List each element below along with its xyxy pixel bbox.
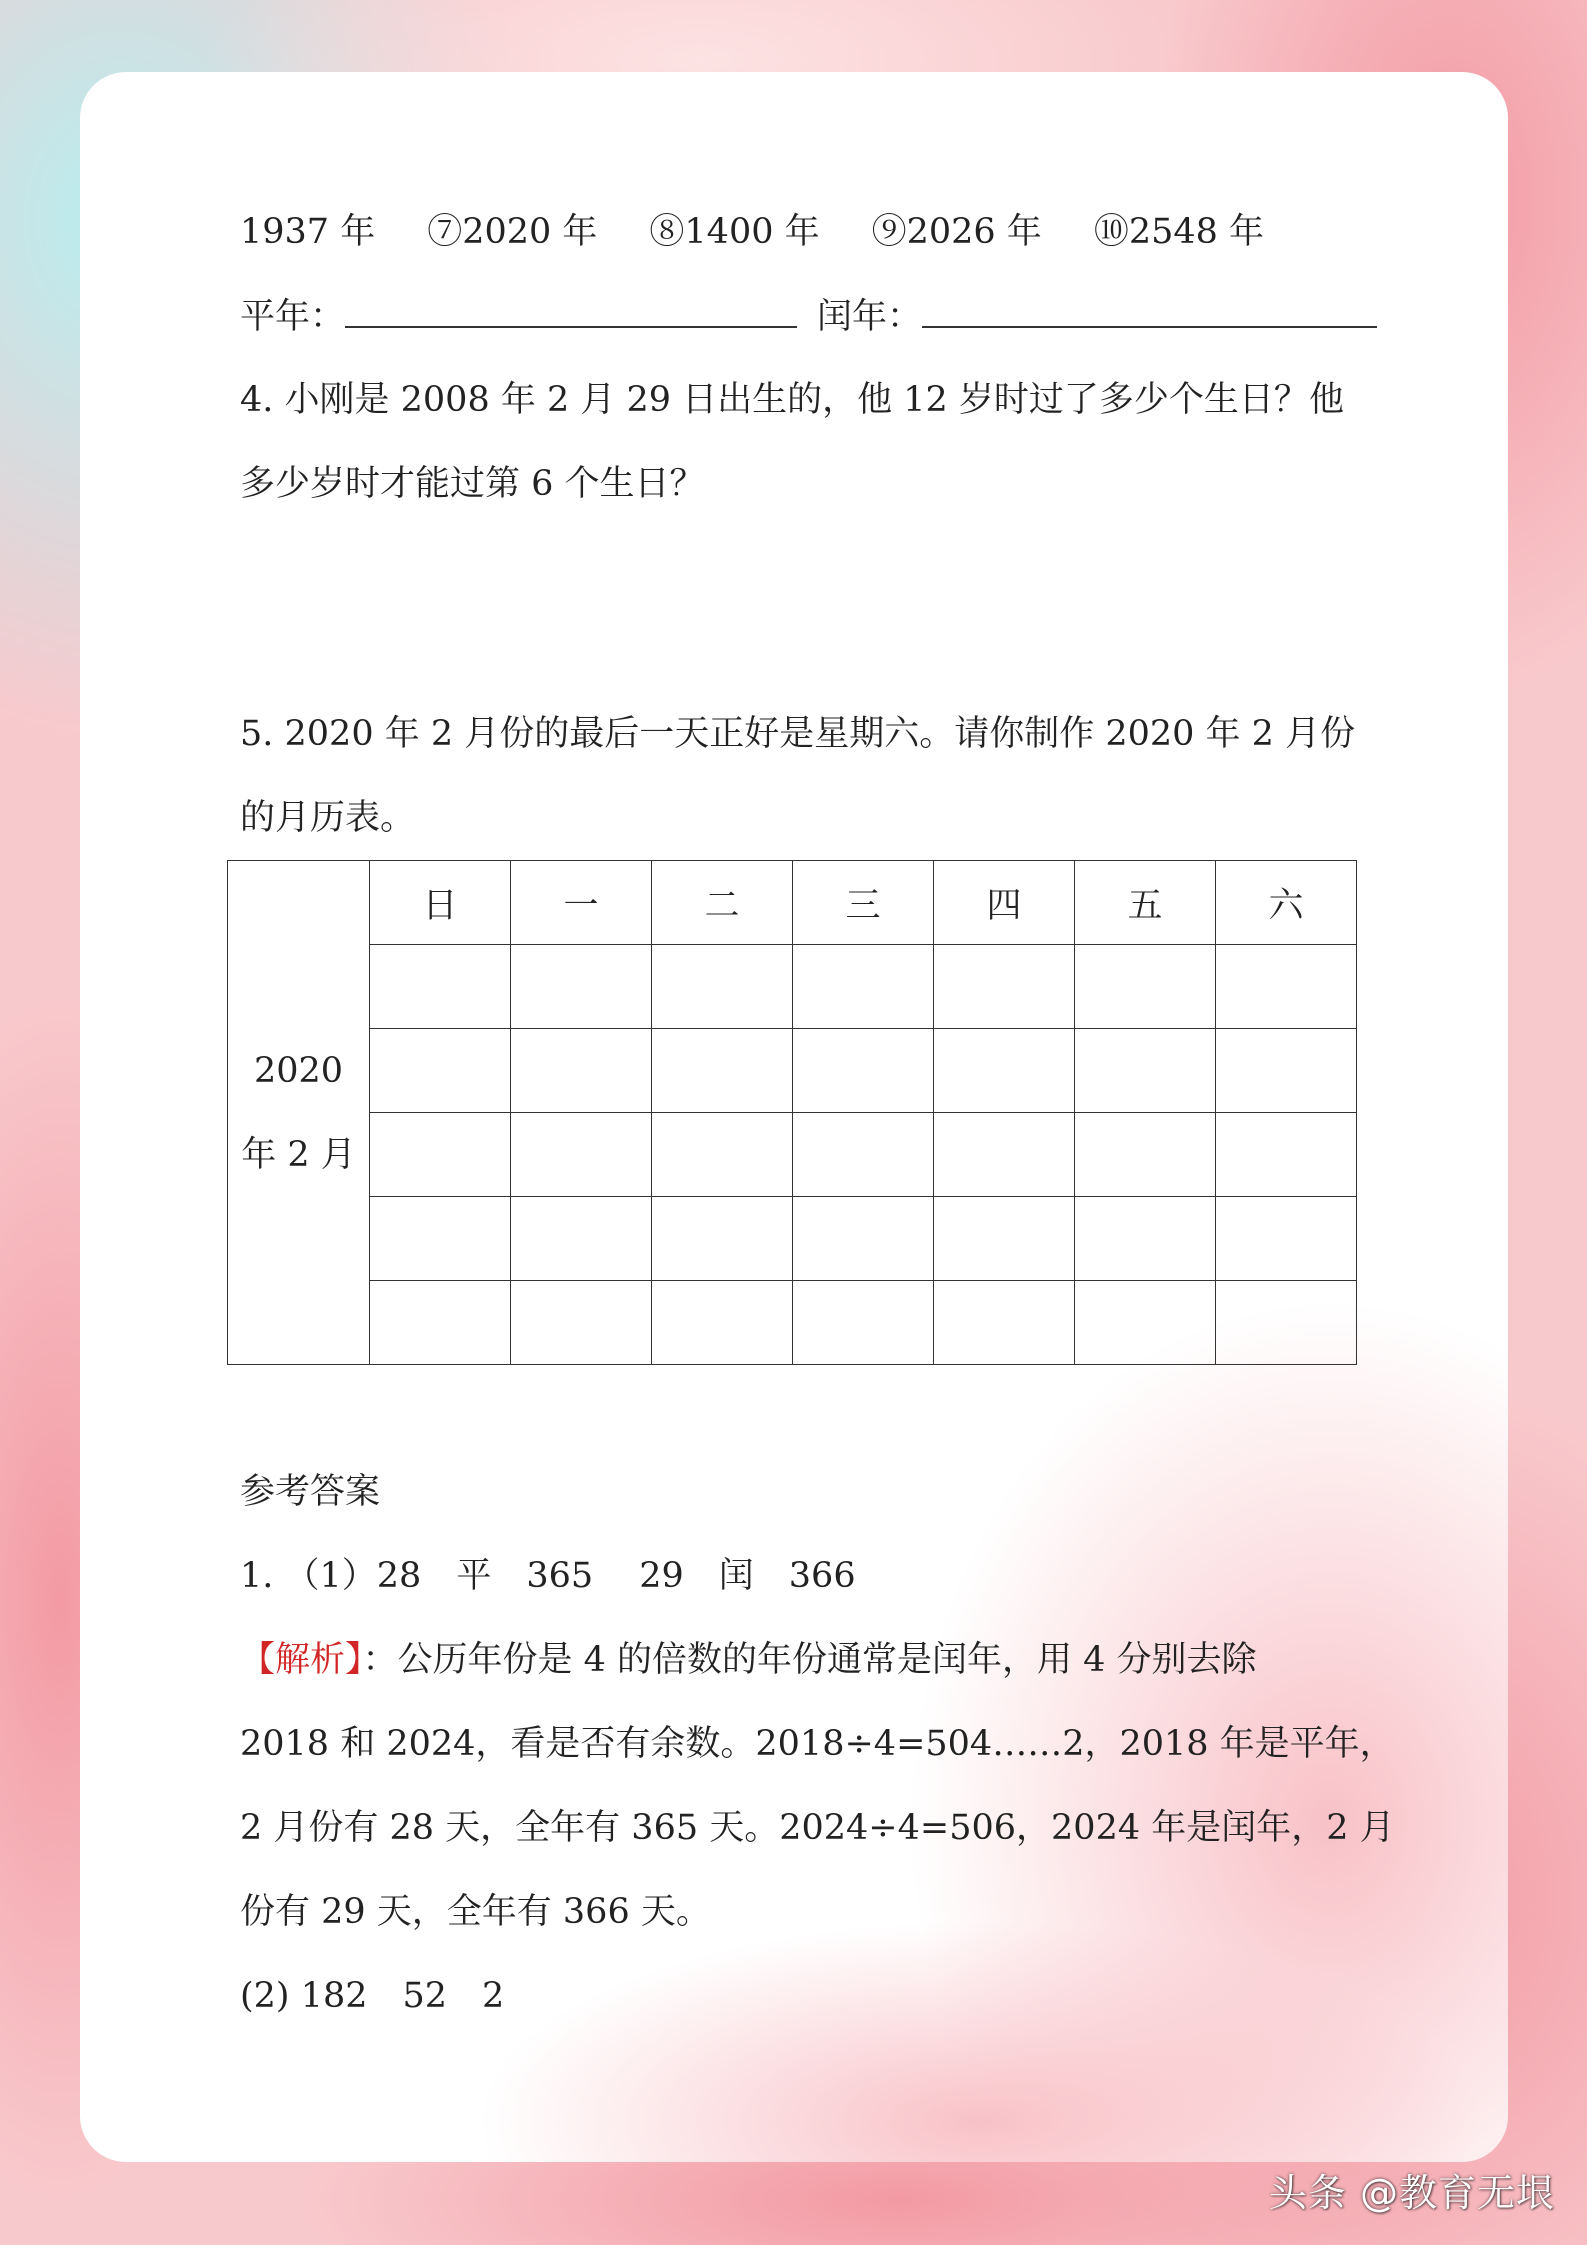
calendar-day-cell[interactable] [652, 1281, 793, 1365]
analysis-line-1 [240, 1640, 1257, 1680]
year-option: ⑩2548 年 [1093, 212, 1265, 252]
calendar-day-cell[interactable] [652, 1113, 793, 1197]
calendar-month-label: 年 2 月 [241, 1134, 356, 1175]
calendar-day-cell[interactable] [1075, 945, 1216, 1029]
weekday-header: 一 [511, 861, 652, 945]
calendar-month-cell [228, 861, 370, 1365]
calendar-day-cell[interactable] [652, 1029, 793, 1113]
weekday-header: 五 [1075, 861, 1216, 945]
calendar-day-cell[interactable] [1075, 1197, 1216, 1281]
calendar-day-cell[interactable] [1216, 1113, 1357, 1197]
calendar-day-cell[interactable] [370, 1029, 511, 1113]
calendar-day-cell[interactable] [652, 945, 793, 1029]
common-year-blank[interactable] [345, 296, 797, 328]
leap-year-label: 闰年： [817, 297, 923, 337]
calendar-header-row [228, 861, 1357, 945]
calendar-day-cell[interactable] [793, 1281, 934, 1365]
calendar-day-cell[interactable] [652, 1197, 793, 1281]
calendar-day-cell[interactable] [1216, 945, 1357, 1029]
calendar-day-cell[interactable] [511, 1113, 652, 1197]
calendar-day-cell[interactable] [793, 1029, 934, 1113]
question-4-line-2: 多少岁时才能过第 6 个生日？ [240, 464, 705, 504]
weekday-header: 二 [652, 861, 793, 945]
calendar-day-cell[interactable] [934, 1113, 1075, 1197]
leap-year-blank[interactable] [922, 296, 1377, 328]
calendar-day-cell[interactable] [1075, 1281, 1216, 1365]
calendar-day-cell[interactable] [1216, 1029, 1357, 1113]
calendar-day-cell[interactable] [370, 1281, 511, 1365]
calendar-week-row [228, 1029, 1357, 1113]
calendar-week-row [228, 1113, 1357, 1197]
year-option: 1937 年 [240, 212, 376, 252]
answer-1: 1. （1）28 平 365 29 闰 366 [240, 1556, 856, 1596]
calendar-day-cell[interactable] [934, 1029, 1075, 1113]
calendar-day-cell[interactable] [793, 1113, 934, 1197]
answer-2: (2) 182 52 2 [240, 1976, 505, 2016]
year-options-line [240, 212, 1316, 252]
calendar-day-cell[interactable] [370, 1113, 511, 1197]
year-option: ⑧1400 年 [649, 212, 820, 252]
question-5-line-2: 的月历表。 [240, 798, 416, 838]
calendar-day-cell[interactable] [793, 945, 934, 1029]
common-year-label: 平年： [240, 297, 346, 337]
year-option: ⑦2020 年 [427, 212, 598, 252]
weekday-header: 四 [934, 861, 1075, 945]
calendar-day-cell[interactable] [934, 1281, 1075, 1365]
weekday-header: 日 [370, 861, 511, 945]
calendar-day-cell[interactable] [1075, 1113, 1216, 1197]
calendar-week-row [228, 945, 1357, 1029]
analysis-text: ：公历年份是 4 的倍数的年份通常是闰年，用 4 分别去除 [362, 1640, 1257, 1680]
classification-blank-line [240, 296, 1377, 337]
calendar-day-cell[interactable] [511, 945, 652, 1029]
calendar-day-cell[interactable] [793, 1197, 934, 1281]
calendar-day-cell[interactable] [511, 1029, 652, 1113]
calendar-day-cell[interactable] [370, 945, 511, 1029]
calendar-day-cell[interactable] [511, 1197, 652, 1281]
calendar-day-cell[interactable] [1216, 1281, 1357, 1365]
weekday-header: 三 [793, 861, 934, 945]
calendar-day-cell[interactable] [1216, 1197, 1357, 1281]
calendar-week-row [228, 1281, 1357, 1365]
watermark: 头条 @教育无垠 [1268, 2171, 1555, 2215]
answers-heading: 参考答案 [240, 1472, 381, 1512]
calendar-day-cell[interactable] [511, 1281, 652, 1365]
analysis-line-4: 份有 29 天，全年有 366 天。 [240, 1892, 711, 1932]
analysis-tag: 【解析】 [240, 1640, 363, 1680]
calendar-day-cell[interactable] [934, 945, 1075, 1029]
calendar-week-row [228, 1197, 1357, 1281]
analysis-line-3: 2 月份有 28 天，全年有 365 天。2024÷4=506，2024 年是闰年，2 月 [240, 1808, 1395, 1848]
calendar-month-year: 2020 [253, 1050, 344, 1091]
weekday-header: 六 [1216, 861, 1357, 945]
year-option: ⑨2026 年 [871, 212, 1042, 252]
question-5-line-1: 5. 2020 年 2 月份的最后一天正好是星期六。请你制作 2020 年 2 月份 [240, 714, 1356, 754]
calendar-day-cell[interactable] [370, 1197, 511, 1281]
calendar-day-cell[interactable] [1075, 1029, 1216, 1113]
question-4-line-1: 4. 小刚是 2008 年 2 月 29 日出生的，他 12 岁时过了多少个生日？他 [240, 380, 1344, 420]
calendar-table [227, 860, 1357, 1365]
analysis-line-2: 2018 和 2024，看是否有余数。2018÷4=504……2，2018 年是平年， [240, 1724, 1395, 1764]
calendar-day-cell[interactable] [934, 1197, 1075, 1281]
